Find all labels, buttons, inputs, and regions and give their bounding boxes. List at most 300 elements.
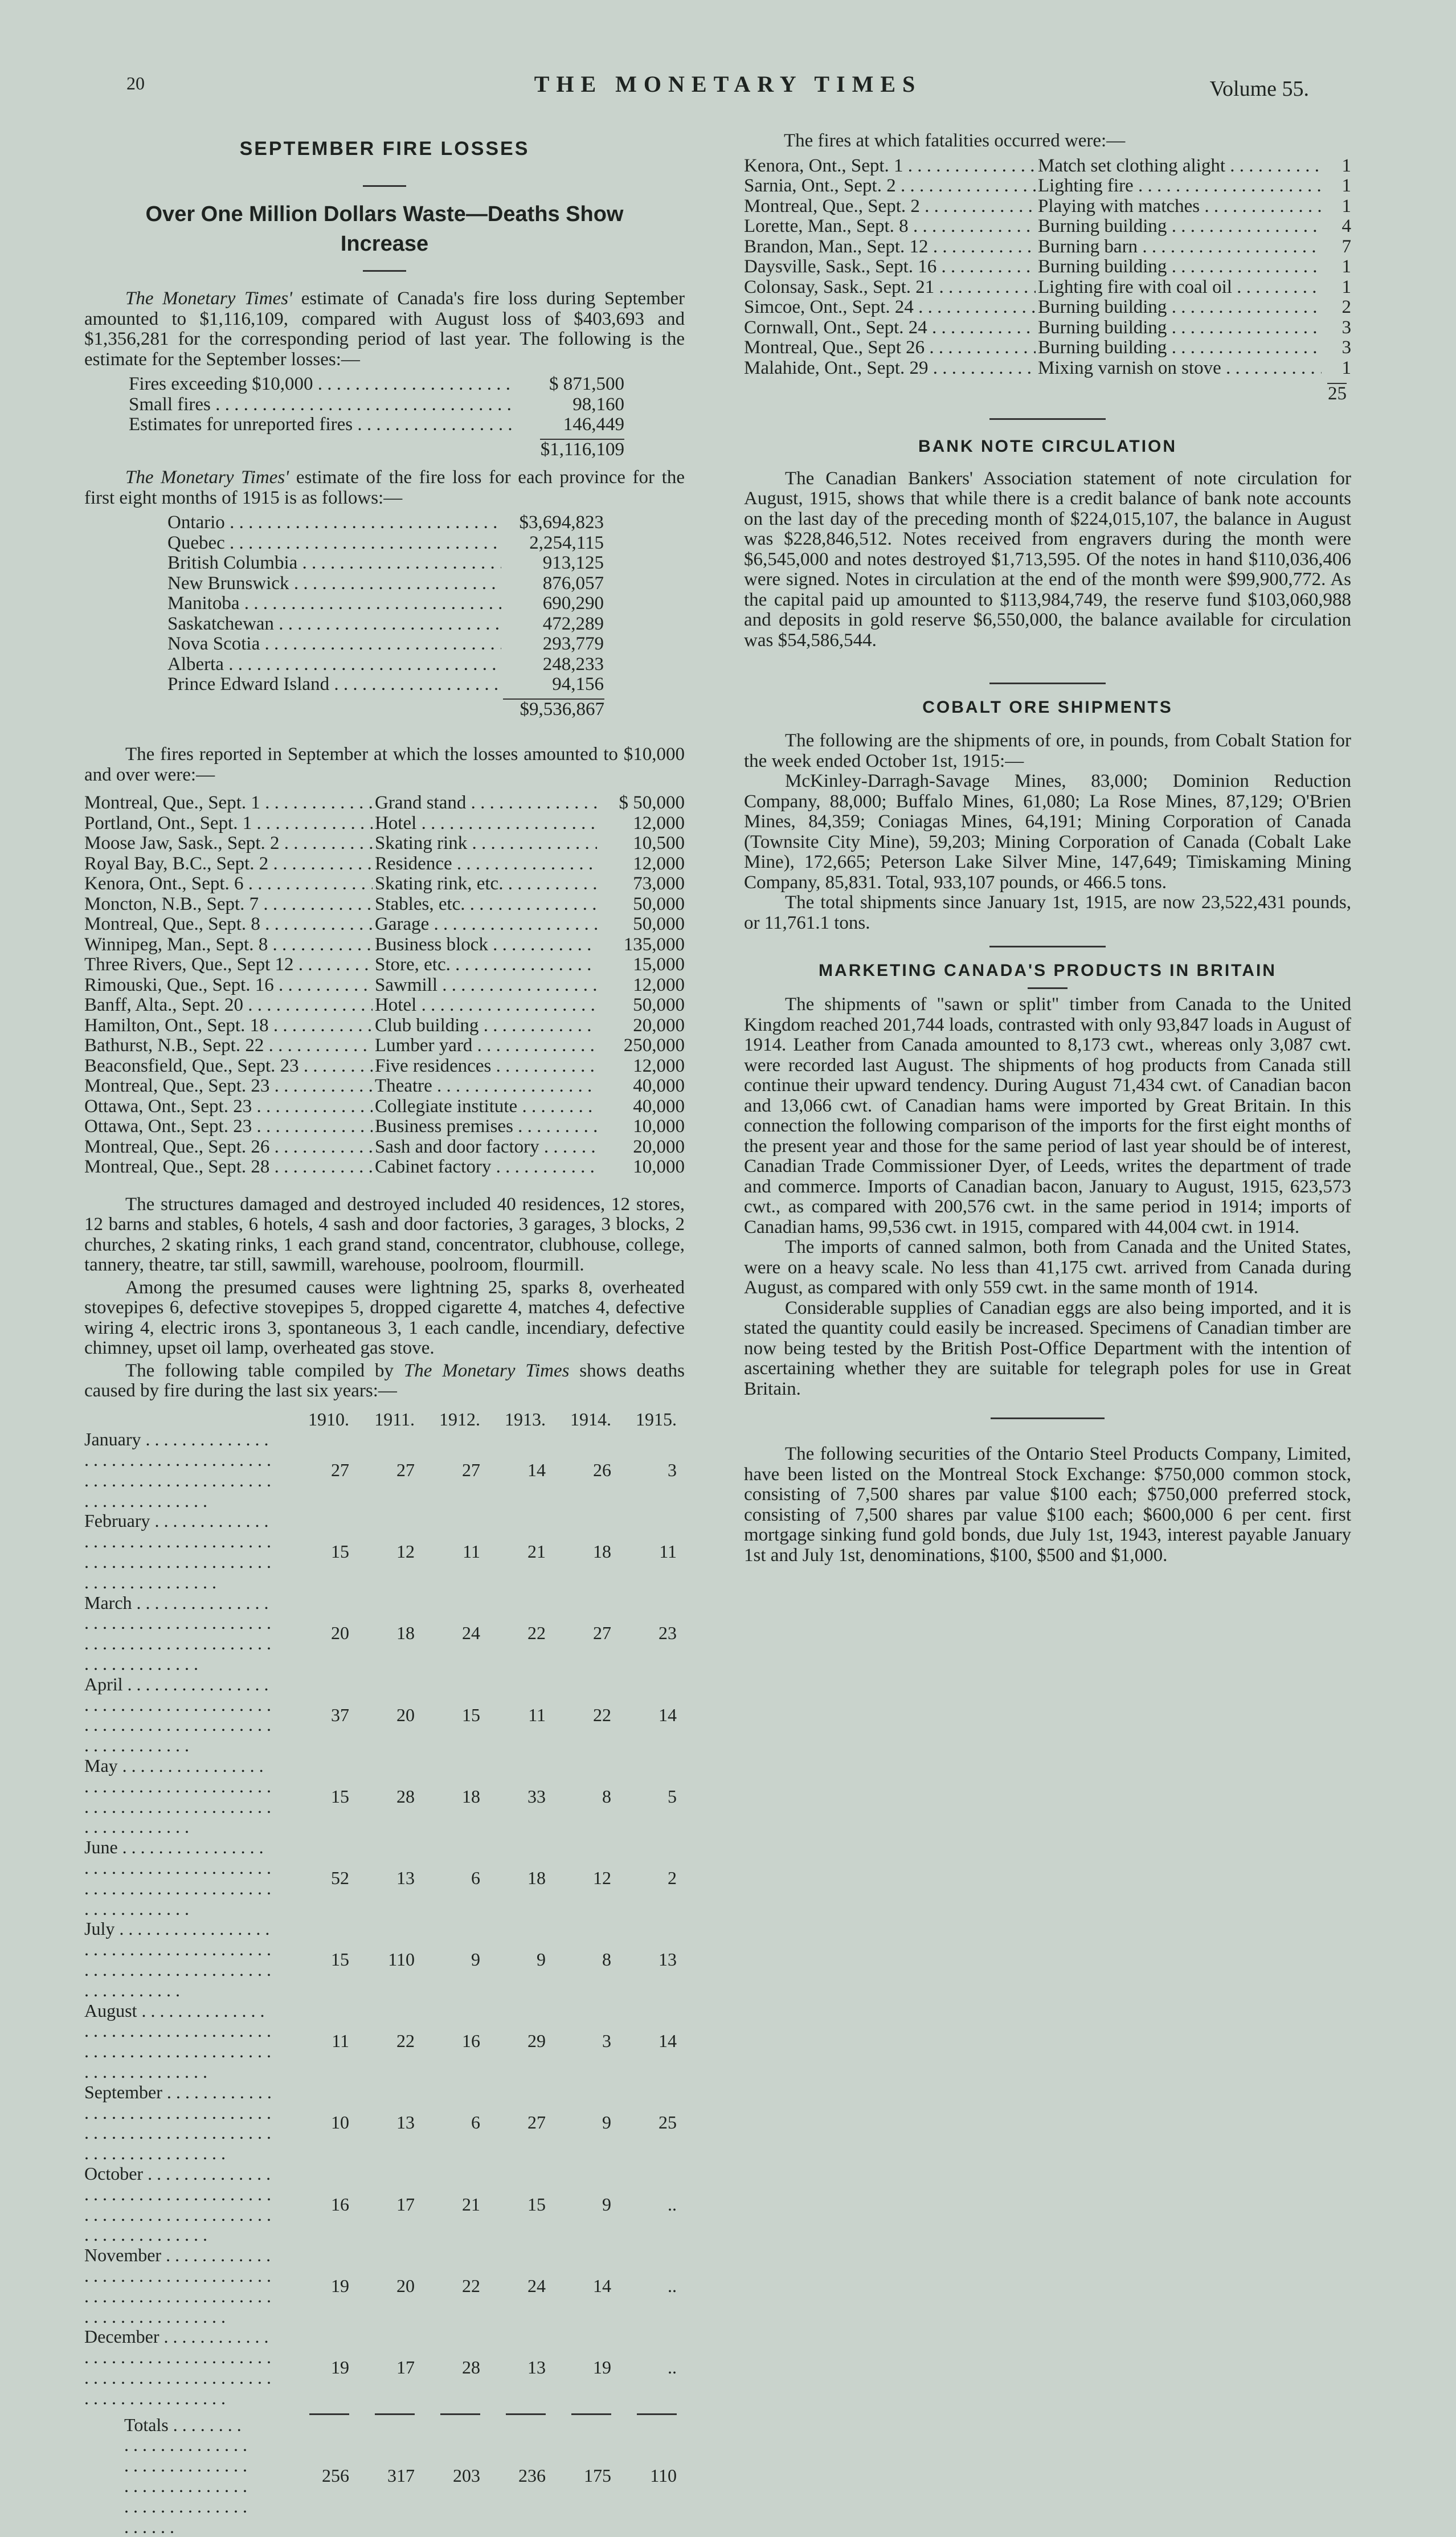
deaths-month-label: March . . . <box>84 1593 272 1674</box>
fire-description: Skating rink . . . <box>373 834 597 854</box>
deaths-value: 9 <box>546 2164 611 2245</box>
deaths-value: 23 <box>611 1593 677 1674</box>
fire-description: Skating rink, etc. . . . <box>373 874 597 894</box>
fire-place: Rimouski, Que., Sept. 16 . . . <box>84 975 373 996</box>
bank-note-body: The Canadian Bankers' Association statement of note circulation for August, 1915, shows that while there is a credit balance of bank note accounts on the last day of the preceding month of $224,015,107, the balance in August was $228,846,512. Notes received from engravers during the month were $6,545,000 and notes destroyed $1,713,595. Of the notes in hand $110,036,406 were signed. Notes in circulation at the end of the month were $99,900,772. As the capital paid up amounted to $113,984,749, the reserve fund $103,060,988 and deposits in gold reserve $6,550,000, the balance available for circulation was $54,586,544. <box>744 469 1351 651</box>
deaths-totals-text: Totals . . . <box>124 2415 250 2537</box>
fire-row <box>84 1036 685 1056</box>
summary-total: $1,116,109 <box>547 440 624 460</box>
causes-paragraph: Among the presumed causes were lightning 25, sparks 8, overheated stovepipes 6, defective stovepipes 5, dropped cigarette 4, matches 4, defective wiring 4, electric irons 3, spontaneous 3, 1 each candle, incendiary, defective chimney, upset oil lamp, overheated gas stove. <box>84 1278 685 1359</box>
structures-paragraph: The structures damaged and destroyed included 40 residences, 12 stores, 12 barns and stables, 6 hotels, 4 sash and door factories, 3 garages, 3 blocks, 2 churches, 2 skating rinks, 1 each grand stand, concentrator, clubhouse, college, tannery, theatre, tar still, sawmill, warehouse, poolroom, flourmill. <box>84 1195 685 1276</box>
deaths-value: 11 <box>611 1511 677 1592</box>
fatality-cause: Playing with matches . . . <box>1036 197 1322 217</box>
deaths-value: 9 <box>480 1919 546 2000</box>
deaths-value: 14 <box>546 2245 611 2327</box>
fire-description: Theatre . . . <box>373 1076 597 1097</box>
fire-place: Portland, Ont., Sept. 1 . . . <box>84 814 373 834</box>
province-intro: The Monetary Times' estimate of the fire loss for each province for the first eight months of 1915 is as follows:— <box>84 468 685 508</box>
deaths-value: 28 <box>349 1756 415 1837</box>
deaths-value: 15 <box>480 2164 546 2245</box>
fire-amount: 50,000 <box>597 995 685 1016</box>
fatality-count: 3 <box>1322 338 1351 358</box>
marketing-para-3: Considerable supplies of Canadian eggs are also being imported, and it is stated the quantity could easily be increased. Specimens of Canadian timber are now being tested by the British Post-Office Department with the intention of ascertaining whether they are suitable for telegraph poles for use in Great Britain. <box>744 1298 1351 1400</box>
deaths-value: 3 <box>611 1429 677 1511</box>
deaths-value: 14 <box>611 1674 677 1756</box>
deaths-value: 11 <box>480 1674 546 1756</box>
province-value: 690,290 <box>501 594 604 614</box>
deaths-month-label: February . . . <box>84 1511 272 1592</box>
fire-amount: 10,500 <box>597 834 685 854</box>
fire-amount: 50,000 <box>597 914 685 935</box>
deaths-value: 28 <box>415 2327 480 2408</box>
fatality-row <box>744 297 1351 318</box>
fire-article-intro: The Monetary Times' estimate of Canada's fire loss during September amounted to $1,116,109, compared with August loss of $403,693 and $1,356,281 for the corresponding period of last year. The following is the estimate for the September losses:— <box>84 289 685 370</box>
deaths-table <box>84 1410 677 2537</box>
fatality-place: Kenora, Ont., Sept. 1 . . . <box>744 156 1036 177</box>
deaths-value: 19 <box>284 2245 349 2327</box>
deaths-total-rule <box>611 2409 677 2415</box>
fires-intro: The fires reported in September at which the losses amounted to $10,000 and over were:— <box>84 745 685 785</box>
deaths-value: 17 <box>349 2327 415 2408</box>
deaths-value: 16 <box>415 2001 480 2082</box>
fatality-place: Brandon, Man., Sept. 12 . . . <box>744 237 1036 258</box>
deaths-value: 14 <box>611 2001 677 2082</box>
fatality-place: Simcoe, Ont., Sept. 24 . . . <box>744 297 1036 318</box>
deaths-value: 13 <box>349 2082 415 2164</box>
province-name: Prince Edward Island . . . <box>167 675 501 695</box>
deaths-month-label: July . . . <box>84 1919 272 2000</box>
deaths-row <box>84 1511 677 1592</box>
fatality-count: 1 <box>1322 257 1351 277</box>
fire-description: Lumber yard . . . <box>373 1036 597 1056</box>
fire-description: Residence . . . <box>373 854 597 875</box>
deaths-value: 22 <box>349 2001 415 2082</box>
summary-row <box>129 395 624 415</box>
fire-row <box>84 874 685 894</box>
province-row <box>167 634 604 655</box>
fire-description: Sawmill . . . <box>373 975 597 996</box>
fire-description: Cabinet factory . . . <box>373 1157 597 1178</box>
deaths-rule-spacer <box>84 2409 284 2415</box>
province-value: 876,057 <box>501 574 604 594</box>
fire-amount: 12,000 <box>597 975 685 996</box>
deaths-value: 22 <box>415 2245 480 2327</box>
deaths-value: 16 <box>284 2164 349 2245</box>
deaths-value: 52 <box>284 1837 349 1919</box>
fatality-row <box>744 216 1351 237</box>
fire-row <box>84 793 685 814</box>
deaths-value: 14 <box>480 1429 546 1511</box>
fatality-count: 1 <box>1322 358 1351 379</box>
fire-row <box>84 1097 685 1117</box>
deaths-total-value: 110 <box>611 2415 677 2537</box>
deaths-intro: The following table compiled by The Monetary Times shows deaths caused by fire during the last six years:— <box>84 1361 685 1402</box>
province-name: British Columbia . . . <box>167 553 501 574</box>
deaths-value: 21 <box>415 2164 480 2245</box>
deaths-total-rules <box>84 2409 677 2415</box>
fire-description: Grand stand . . . <box>373 793 597 814</box>
province-value: $3,694,823 <box>501 513 604 533</box>
deaths-row <box>84 2001 677 2082</box>
deaths-row <box>84 2164 677 2245</box>
deaths-total-rule <box>480 2409 546 2415</box>
deaths-value: 17 <box>349 2164 415 2245</box>
fatality-cause: Burning barn . . . <box>1036 237 1322 258</box>
deaths-row <box>84 1429 677 1511</box>
fire-place: Montreal, Que., Sept. 28 . . . <box>84 1157 373 1178</box>
fire-amount: 20,000 <box>597 1016 685 1036</box>
deaths-month-label: January . . . <box>84 1429 272 1511</box>
deaths-row <box>84 2082 677 2164</box>
cobalt-para-1: The following are the shipments of ore, in pounds, from Cobalt Station for the week ended October 1st, 1915:— <box>744 731 1351 771</box>
deaths-table-body <box>84 1429 677 2537</box>
deaths-value: 27 <box>480 2082 546 2164</box>
deaths-totals-row <box>84 2415 677 2537</box>
cobalt-title: COBALT ORE SHIPMENTS <box>744 698 1351 717</box>
deaths-year-header: 1910. <box>284 1410 349 1430</box>
deaths-row <box>84 1919 677 2000</box>
deaths-value: 22 <box>480 1593 546 1674</box>
province-row <box>167 675 604 695</box>
deaths-value: 20 <box>349 2245 415 2327</box>
deaths-total-rule <box>546 2409 611 2415</box>
deaths-value: 26 <box>546 1429 611 1511</box>
fatality-place: Malahide, Ont., Sept. 29 . . . <box>744 358 1036 379</box>
summary-label: Small fires . . . <box>129 395 516 415</box>
deaths-month <box>84 1674 284 1756</box>
fire-place: Montreal, Que., Sept. 8 . . . <box>84 914 373 935</box>
deaths-row <box>84 1756 677 1837</box>
deaths-value: .. <box>611 2245 677 2327</box>
deaths-value: 12 <box>546 1837 611 1919</box>
deaths-value: 13 <box>611 1919 677 2000</box>
fire-amount: 20,000 <box>597 1137 685 1158</box>
fire-place: Hamilton, Ont., Sept. 18 . . . <box>84 1016 373 1036</box>
fire-place: Bathurst, N.B., Sept. 22 . . . <box>84 1036 373 1056</box>
deaths-month <box>84 1429 284 1511</box>
fire-row <box>84 894 685 915</box>
deaths-month-label: June . . . <box>84 1837 272 1919</box>
fatality-count: 7 <box>1322 237 1351 258</box>
summary-value: 98,160 <box>516 395 624 415</box>
fire-row <box>84 854 685 875</box>
fatality-row <box>744 176 1351 197</box>
province-row <box>167 553 604 574</box>
fire-article-subtitle: Over One Million Dollars Waste—Deaths Show Increase <box>84 199 685 259</box>
deaths-value: .. <box>611 2164 677 2245</box>
deaths-value: 8 <box>546 1756 611 1837</box>
cobalt-para-2: McKinley-Darragh-Savage Mines, 83,000; Dominion Reduction Company, 88,000; Buffalo Mines, 61,080; La Rose Mines, 87,129; O'Brien Mines, 84,359; Coniagas Mines, 64,191; Mining Corporation of Canada (Townsite City Mine), 59,203; Mining Corporation of Canada (Cobalt Lake Mine), 172,665; Peterson Lake Silver Mine, 147,649; Timiskaming Mining Company, 85,831. Total, 933,107 pounds, or 466.5 tons. <box>744 771 1351 893</box>
fire-place: Montreal, Que., Sept. 23 . . . <box>84 1076 373 1097</box>
fatality-row <box>744 237 1351 258</box>
fire-description: Store, etc. . . . <box>373 955 597 975</box>
deaths-value: 27 <box>284 1429 349 1511</box>
deaths-value: 15 <box>284 1756 349 1837</box>
deaths-total-rule <box>349 2409 415 2415</box>
fire-amount: 10,000 <box>597 1117 685 1137</box>
deaths-value: 27 <box>349 1429 415 1511</box>
summary-value: $ 871,500 <box>516 374 624 395</box>
divider <box>363 185 406 187</box>
fire-place: Banff, Alta., Sept. 20 . . . <box>84 995 373 1016</box>
fatalities-intro: The fires at which fatalities occurred were:— <box>744 131 1351 152</box>
fire-amount: $ 50,000 <box>597 793 685 814</box>
fire-row <box>84 1056 685 1077</box>
province-row <box>167 513 604 533</box>
fatality-count: 2 <box>1322 297 1351 318</box>
fatality-count: 1 <box>1322 156 1351 177</box>
province-row <box>167 614 604 635</box>
deaths-value: 13 <box>480 2327 546 2408</box>
fatality-cause: Match set clothing alight . . . <box>1036 156 1322 177</box>
deaths-value: 5 <box>611 1756 677 1837</box>
fatalities-total: 25 <box>1314 384 1347 405</box>
deaths-total-value: 175 <box>546 2415 611 2537</box>
section-divider <box>989 683 1106 684</box>
fire-amount: 15,000 <box>597 955 685 975</box>
fire-row <box>84 1157 685 1178</box>
deaths-month <box>84 1756 284 1837</box>
province-row <box>167 533 604 554</box>
fire-amount: 12,000 <box>597 1056 685 1077</box>
fire-row <box>84 1117 685 1137</box>
deaths-value: 18 <box>415 1756 480 1837</box>
fire-amount: 50,000 <box>597 894 685 915</box>
deaths-month-label: December . . . <box>84 2327 272 2408</box>
province-name: Manitoba . . . <box>167 594 501 614</box>
fatality-row <box>744 277 1351 298</box>
fire-description: Sash and door factory . . . <box>373 1137 597 1158</box>
deaths-value: 110 <box>349 1919 415 2000</box>
fire-place: Ottawa, Ont., Sept. 23 . . . <box>84 1097 373 1117</box>
fire-row <box>84 995 685 1016</box>
province-name: Quebec . . . <box>167 533 501 554</box>
page-header <box>0 73 1456 107</box>
summary-row <box>129 374 624 395</box>
deaths-row <box>84 2245 677 2327</box>
fire-amount: 135,000 <box>597 935 685 955</box>
province-value: 913,125 <box>501 553 604 574</box>
right-column <box>744 134 1351 1566</box>
fatality-row <box>744 197 1351 217</box>
deaths-value: 21 <box>480 1511 546 1592</box>
deaths-value: .. <box>611 2327 677 2408</box>
summary-row <box>129 415 624 435</box>
province-total: $9,536,867 <box>503 700 604 720</box>
fire-place: Winnipeg, Man., Sept. 8 . . . <box>84 935 373 955</box>
deaths-total-value: 203 <box>415 2415 480 2537</box>
deaths-value: 2 <box>611 1837 677 1919</box>
fire-place: Kenora, Ont., Sept. 6 . . . <box>84 874 373 894</box>
section-divider <box>989 946 1106 947</box>
province-row <box>167 594 604 614</box>
fatality-cause: Lighting fire . . . <box>1036 176 1322 197</box>
province-name: Nova Scotia . . . <box>167 634 501 655</box>
section-divider <box>991 1417 1105 1419</box>
fire-amount: 73,000 <box>597 874 685 894</box>
september-summary <box>129 374 624 435</box>
fire-row <box>84 935 685 955</box>
fire-row <box>84 1137 685 1158</box>
deaths-value: 24 <box>415 1593 480 1674</box>
fatality-cause: Burning building . . . <box>1036 297 1322 318</box>
page-number: 20 <box>126 73 145 94</box>
deaths-value: 15 <box>415 1674 480 1756</box>
fire-place: Moose Jaw, Sask., Sept. 2 . . . <box>84 834 373 854</box>
province-name: Ontario . . . <box>167 513 501 533</box>
divider <box>363 270 406 272</box>
fatality-cause: Mixing varnish on stove . . . <box>1036 358 1322 379</box>
fatality-row <box>744 257 1351 277</box>
deaths-value: 27 <box>415 1429 480 1511</box>
left-column <box>84 134 685 2537</box>
deaths-year-header: 1913. <box>480 1410 546 1430</box>
deaths-year-header: 1911. <box>349 1410 415 1430</box>
fire-row <box>84 975 685 996</box>
fire-place: Montreal, Que., Sept. 26 . . . <box>84 1137 373 1158</box>
deaths-month <box>84 1593 284 1674</box>
fire-row <box>84 914 685 935</box>
fatalities-table <box>744 156 1351 379</box>
deaths-value: 24 <box>480 2245 546 2327</box>
ontario-steel-body: The following securities of the Ontario Steel Products Company, Limited, have been listed on the Montreal Stock Exchange: $750,000 common stock, consisting of 7,500 shares par value $100 each; $750,000 preferred stock, consisting of 7,500 shares par value $100 each; $600,000 6 per cent. first mortgage sinking fund gold bonds, due July 1st, 1943, interest payable January 1st and July 1st, denominations, $100, $500 and $1,000. <box>744 1444 1351 1566</box>
fatality-cause: Lighting fire with coal oil . . . <box>1036 277 1322 298</box>
fatality-row <box>744 156 1351 177</box>
fire-row <box>84 814 685 834</box>
deaths-year-header: 1915. <box>611 1410 677 1430</box>
fire-amount: 12,000 <box>597 854 685 875</box>
deaths-value: 18 <box>349 1593 415 1674</box>
deaths-month <box>84 1511 284 1592</box>
deaths-value: 6 <box>415 2082 480 2164</box>
deaths-value: 9 <box>546 2082 611 2164</box>
fatality-place: Lorette, Man., Sept. 8 . . . <box>744 216 1036 237</box>
fire-description: Garage . . . <box>373 914 597 935</box>
deaths-value: 19 <box>546 2327 611 2408</box>
fatality-count: 1 <box>1322 176 1351 197</box>
deaths-table-header <box>84 1410 677 1430</box>
fire-description: Business premises . . . <box>373 1117 597 1137</box>
deaths-total-rule <box>284 2409 349 2415</box>
province-value: 472,289 <box>501 614 604 635</box>
deaths-value: 25 <box>611 2082 677 2164</box>
deaths-month <box>84 2327 284 2408</box>
fatality-row <box>744 338 1351 358</box>
fire-article-title: SEPTEMBER FIRE LOSSES <box>84 138 685 160</box>
fire-amount: 40,000 <box>597 1097 685 1117</box>
fire-place: Three Rivers, Que., Sept 12 . . . <box>84 955 373 975</box>
fire-amount: 250,000 <box>597 1036 685 1056</box>
summary-label: Estimates for unreported fires . . . <box>129 415 516 435</box>
fire-row <box>84 955 685 975</box>
province-row <box>167 655 604 675</box>
volume-label: Volume 55. <box>1209 76 1309 101</box>
deaths-value: 15 <box>284 1919 349 2000</box>
deaths-value: 27 <box>546 1593 611 1674</box>
fire-amount: 12,000 <box>597 814 685 834</box>
deaths-value: 11 <box>415 1511 480 1592</box>
province-value: 248,233 <box>501 655 604 675</box>
deaths-totals-label <box>84 2415 284 2537</box>
fatality-place: Sarnia, Ont., Sept. 2 . . . <box>744 176 1036 197</box>
fire-row <box>84 1016 685 1036</box>
fatality-cause: Burning building . . . <box>1036 338 1322 358</box>
cobalt-para-3: The total shipments since January 1st, 1915, are now 23,522,431 pounds, or 11,761.1 tons. <box>744 893 1351 933</box>
fire-place: Royal Bay, B.C., Sept. 2 . . . <box>84 854 373 875</box>
deaths-month-label: November . . . <box>84 2245 272 2327</box>
deaths-value: 19 <box>284 2327 349 2408</box>
marketing-para-1: The shipments of "sawn or split" timber from Canada to the United Kingdom reached 201,744 loads, contrasted with only 93,847 loads in August of 1914. Leather from Canada amounted to 8,173 cwt., whereas only 3,087 cwt. were recorded last August. The shipments of hog products from Canada still continue their upward tendency. During August 71,434 cwt. of Canadian bacon and 13,066 cwt. of Canadian hams were imported by Great Britain. In this connection the following comparison of the imports for the first eight months of the present year and those for the same period of last year should be of interest, Canadian Trade Commissioner Dyer, of Leeds, writes the department of trade and commerce. Imports of Canadian bacon, January to August, 1915, 623,573 cwt., as compared with 200,576 cwt. in the same period in 1914; imports of Canadian hams, 99,536 cwt. in 1915, compared with 44,004 cwt. in 1914. <box>744 995 1351 1237</box>
deaths-total-rule <box>415 2409 480 2415</box>
fatality-place: Cornwall, Ont., Sept. 24 . . . <box>744 318 1036 338</box>
deaths-value: 29 <box>480 2001 546 2082</box>
deaths-month <box>84 1919 284 2000</box>
deaths-value: 6 <box>415 1837 480 1919</box>
deaths-value: 18 <box>480 1837 546 1919</box>
fire-place: Moncton, N.B., Sept. 7 . . . <box>84 894 373 915</box>
deaths-month <box>84 1837 284 1919</box>
deaths-value: 37 <box>284 1674 349 1756</box>
fire-place: Montreal, Que., Sept. 1 . . . <box>84 793 373 814</box>
fatality-place: Montreal, Que., Sept 26 . . . <box>744 338 1036 358</box>
fatality-cause: Burning building . . . <box>1036 318 1322 338</box>
fire-row <box>84 1076 685 1097</box>
deaths-total-value: 317 <box>349 2415 415 2537</box>
fire-row <box>84 834 685 854</box>
deaths-row <box>84 2327 677 2408</box>
fatality-count: 1 <box>1322 197 1351 217</box>
deaths-value: 8 <box>546 1919 611 2000</box>
fatality-cause: Burning building . . . <box>1036 216 1322 237</box>
fatality-count: 1 <box>1322 277 1351 298</box>
deaths-month <box>84 2164 284 2245</box>
section-divider <box>989 418 1106 420</box>
fire-description: Five residences . . . <box>373 1056 597 1077</box>
fire-description: Hotel . . . <box>373 995 597 1016</box>
deaths-month-label: August . . . <box>84 2001 272 2082</box>
fatality-place: Montreal, Que., Sept. 2 . . . <box>744 197 1036 217</box>
fire-place: Beaconsfield, Que., Sept. 23 . . . <box>84 1056 373 1077</box>
deaths-value: 12 <box>349 1511 415 1592</box>
fire-amount: 10,000 <box>597 1157 685 1178</box>
deaths-row <box>84 1674 677 1756</box>
fatality-count: 4 <box>1322 216 1351 237</box>
province-value: 94,156 <box>501 675 604 695</box>
deaths-total-value: 236 <box>480 2415 546 2537</box>
province-name: Alberta . . . <box>167 655 501 675</box>
deaths-month-label: October . . . <box>84 2164 272 2245</box>
deaths-value: 18 <box>546 1511 611 1592</box>
deaths-month <box>84 2082 284 2164</box>
marketing-para-2: The imports of canned salmon, both from Canada and the United States, were on a heavy scale. No less than 41,175 cwt. arrived from Canada during August, as compared with only 559 cwt. in the same month of 1914. <box>744 1237 1351 1298</box>
province-name: New Brunswick . . . <box>167 574 501 594</box>
deaths-value: 15 <box>284 1511 349 1592</box>
province-name: Saskatchewan . . . <box>167 614 501 635</box>
divider <box>1028 987 1068 989</box>
deaths-value: 13 <box>349 1837 415 1919</box>
fatality-row <box>744 358 1351 379</box>
deaths-month <box>84 2001 284 2082</box>
deaths-value: 10 <box>284 2082 349 2164</box>
deaths-row <box>84 1593 677 1674</box>
summary-value: 146,449 <box>516 415 624 435</box>
fatality-cause: Burning building . . . <box>1036 257 1322 277</box>
deaths-month-label: April . . . <box>84 1674 272 1756</box>
province-value: 293,779 <box>501 634 604 655</box>
deaths-year-header: 1914. <box>546 1410 611 1430</box>
deaths-value: 22 <box>546 1674 611 1756</box>
deaths-value: 11 <box>284 2001 349 2082</box>
